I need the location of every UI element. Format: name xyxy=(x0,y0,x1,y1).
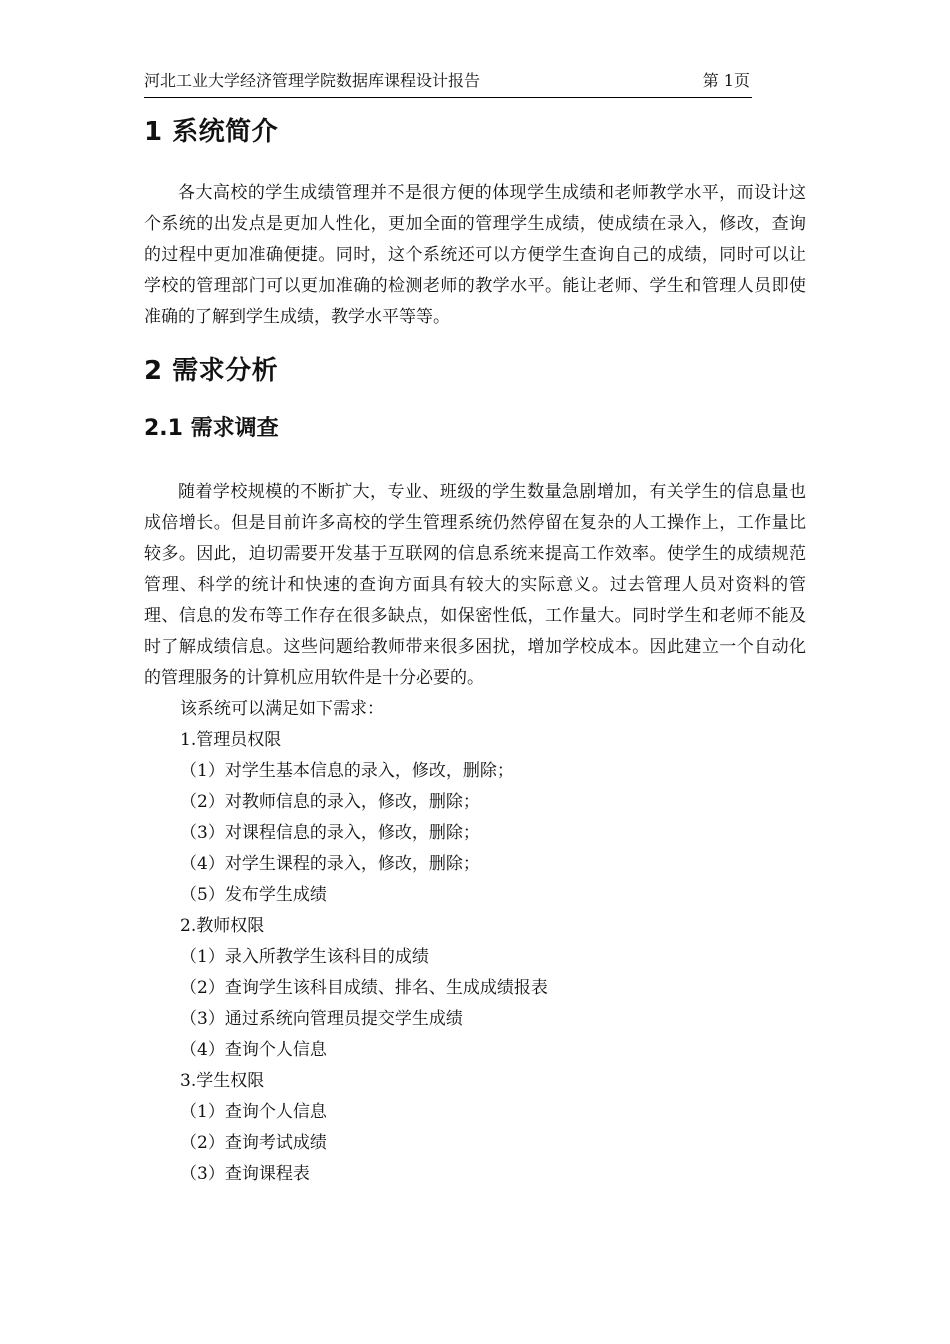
list-item: （1）录入所教学生该科目的成绩 xyxy=(180,947,429,967)
list-item: （3）对课程信息的录入，修改，删除； xyxy=(180,823,480,843)
list-item: （2）查询学生该科目成绩、排名、生成成绩报表 xyxy=(180,978,548,998)
list-item: （4）查询个人信息 xyxy=(180,1040,327,1060)
list-item: （2）查询考试成绩 xyxy=(180,1133,327,1153)
document-body xyxy=(144,108,806,1190)
header-rule xyxy=(144,97,752,98)
list-item: （5）发布学生成绩 xyxy=(180,885,327,905)
requirements-intro: 该系统可以满足如下需求： xyxy=(180,699,384,719)
admin-permissions-title: 1.管理员权限 xyxy=(180,730,282,750)
student-permissions-title: 3.学生权限 xyxy=(180,1071,265,1091)
list-item: （1）对学生基本信息的录入，修改，删除； xyxy=(180,761,514,781)
teacher-permissions-title: 2.教师权限 xyxy=(180,916,265,936)
section-1-heading: 1 系统简介 xyxy=(144,117,279,147)
list-item: （4）对学生课程的录入，修改，删除； xyxy=(180,854,480,874)
list-item: （3）通过系统向管理员提交学生成绩 xyxy=(180,1009,463,1029)
section-1-paragraph: 各大高校的学生成绩管理并不是很方便的体现学生成绩和老师教学水平，而设计这个系统的出发点是更加人性化，更加全面的管理学生成绩，使成绩在录入，修改，查询的过程中更加准确便捷。同时，这个系统还可以方便学生查询自己的成绩，同时可以让学校的管理部门可以更加准确的检测老师的教学水平。能让老师、学生和管理人员即使准确的了解到学生成绩，教学水平等等。 xyxy=(144,183,806,327)
list-item: （3）查询课程表 xyxy=(180,1164,310,1184)
section-2-1-heading: 2.1 需求调查 xyxy=(144,416,279,441)
header-title: 河北工业大学经济管理学院数据库课程设计报告 xyxy=(144,71,481,90)
header-page-number: 第 1页 xyxy=(702,71,750,90)
page-header xyxy=(144,67,752,95)
list-item: （1）查询个人信息 xyxy=(180,1102,327,1122)
section-2-1-paragraph: 随着学校规模的不断扩大，专业、班级的学生数量急剧增加，有关学生的信息量也成倍增长。但是目前许多高校的学生管理系统仍然停留在复杂的人工操作上，工作量比较多。因此，迫切需要开发基于互联网的信息系统来提高工作效率。使学生的成绩规范管理、科学的统计和快速的查询方面具有较大的实际意义。过去管理人员对资料的管理、信息的发布等工作存在很多缺点，如保密性低，工作量大。同时学生和老师不能及时了解成绩信息。这些问题给教师带来很多困扰，增加学校成本。因此建立一个自动化的管理服务的计算机应用软件是十分必要的。 xyxy=(144,482,806,688)
section-2-heading: 2 需求分析 xyxy=(144,356,279,386)
list-item: （2）对教师信息的录入，修改，删除； xyxy=(180,792,480,812)
